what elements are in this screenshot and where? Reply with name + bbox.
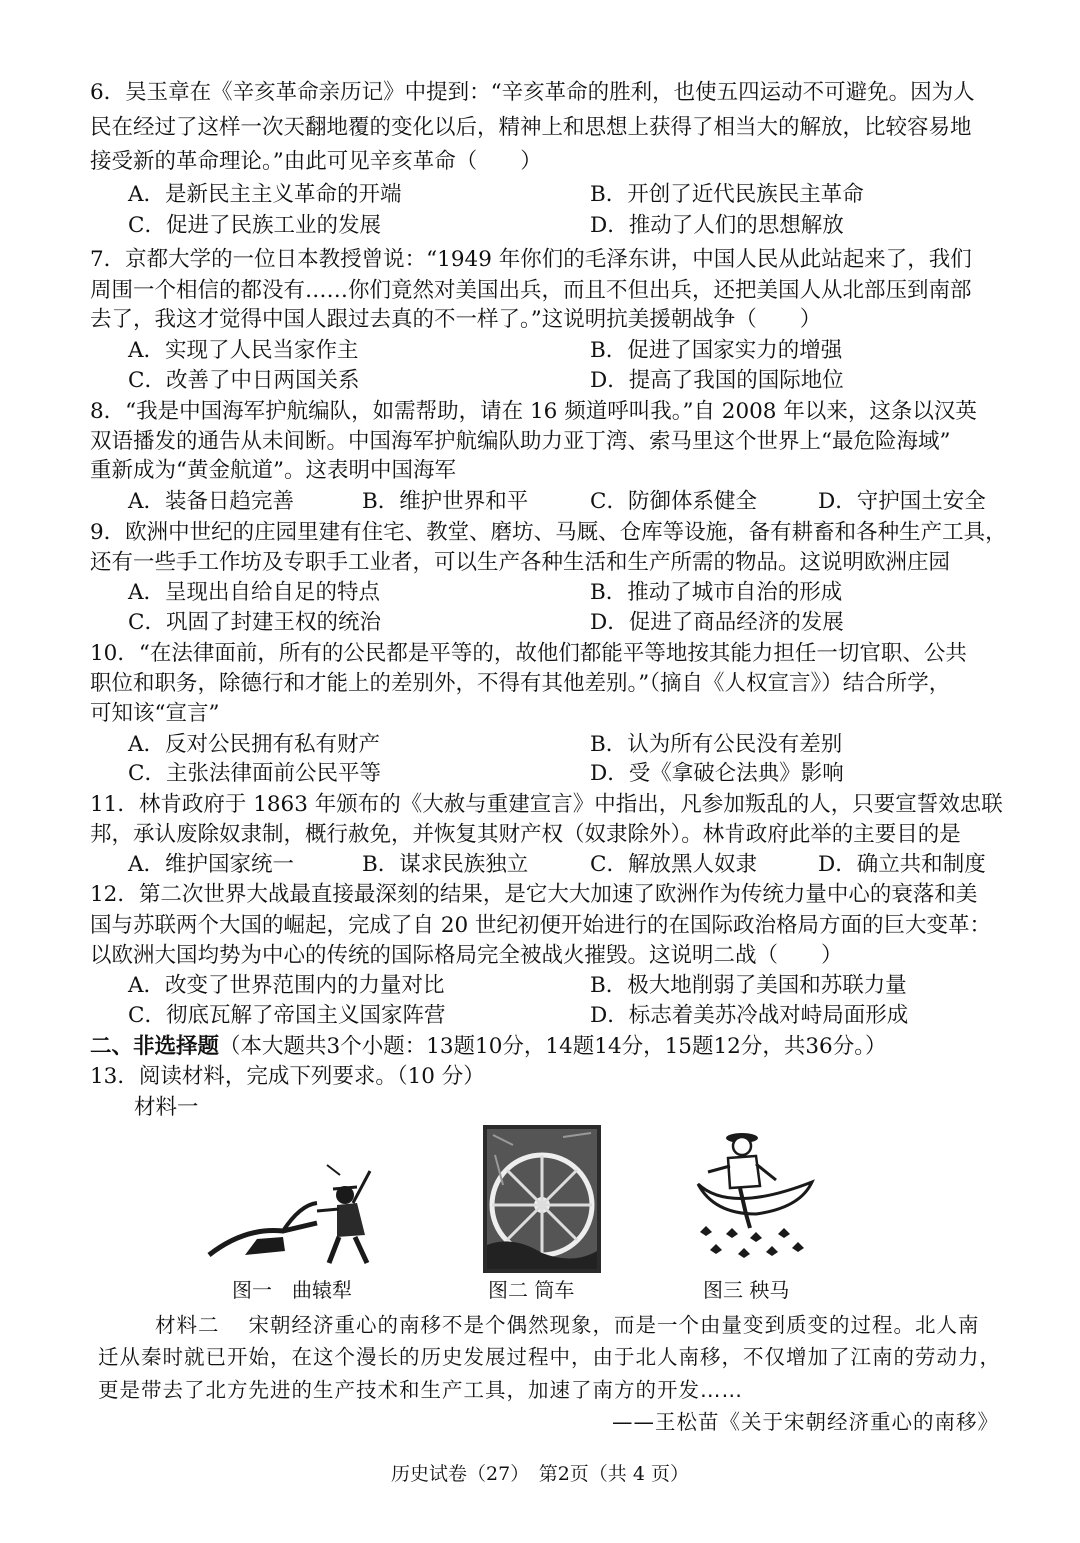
q11-option-c: C．解放黑人奴隶 — [590, 852, 757, 877]
q8-option-b: B．维护世界和平 — [362, 489, 529, 514]
q9-stem-line-2: 还有一些手工作坊及专职手工业者，可以生产各种生活和生产所需的物品。这说明欧洲庄园 — [90, 550, 951, 575]
figure2-caption: 图二 筒车 — [488, 1278, 575, 1302]
q12-option-a: A．改变了世界范围内的力量对比 — [128, 973, 445, 998]
q12-option-b: B．极大地削弱了美国和苏联力量 — [590, 973, 907, 998]
material2-source: ——王松苗《关于宋朝经济重心的南移》 — [612, 1410, 999, 1434]
figure3-caption: 图三 秧马 — [703, 1278, 790, 1302]
q8-stem-line-3: 重新成为“黄金航道”。这表明中国海军 — [90, 458, 456, 483]
q12-stem-line-3: 以欧洲大国均势为中心的传统的国际格局完全被战火摧毁。这说明二战（ ） — [90, 943, 843, 968]
q10-option-b: B．认为所有公民没有差别 — [590, 732, 843, 757]
q7-stem-line-2: 周围一个相信的都没有……你们竟然对美国出兵，而且不但出兵，还把美国人从北部压到南部 — [90, 278, 972, 303]
q6-option-c: C．促进了民族工业的发展 — [128, 213, 381, 238]
material2-line-2: 迁从秦时就已开始，在这个漫长的历史发展过程中，由于北人南移，不仅增加了江南的劳动力， — [98, 1345, 1001, 1369]
q7-option-c: C．改善了中日两国关系 — [128, 368, 360, 393]
q9-option-d: D．促进了商品经济的发展 — [590, 610, 844, 635]
q7-stem-line-1: 7．京都大学的一位日本教授曾说：“1949 年你们的毛泽东讲，中国人民从此站起来了，我们 — [90, 247, 972, 272]
q13-stem: 13．阅读材料，完成下列要求。（10 分） — [90, 1064, 485, 1089]
material1-label: 材料一 — [134, 1095, 199, 1120]
q8-stem-line-2: 双语播发的通告从未间断。中国海军护航编队助力亚丁湾、索马里这个世界上“最危险海域” — [90, 429, 951, 454]
q12-option-d: D．标志着美苏冷战对峙局面形成 — [590, 1003, 909, 1028]
q6-option-b: B．开创了近代民族民主革命 — [590, 182, 864, 207]
q8-option-d: D．守护国土安全 — [818, 489, 986, 514]
q6-stem-line-2: 民在经过了这样一次天翻地覆的变化以后，精神上和思想上获得了相当大的解放，比较容易地 — [90, 115, 972, 140]
q6-stem-line-3: 接受新的革命理论。”由此可见辛亥革命（ ） — [90, 149, 542, 174]
seedling-horse-icon — [690, 1122, 820, 1272]
q11-stem-line-2: 邦，承认废除奴隶制，概行赦免，并恢复其财产权（奴隶除外）。林肯政府此举的主要目的是 — [90, 822, 961, 847]
q9-option-b: B．推动了城市自治的形成 — [590, 580, 843, 605]
plowing-farmer-icon — [205, 1155, 385, 1267]
section2-note: （本大题共3个小题：13题10分，14题14分，15题12分，共36分。） — [219, 1034, 887, 1059]
q10-option-a: A．反对公民拥有私有财产 — [128, 732, 381, 757]
q6-option-a: A．是新民主主义革命的开端 — [128, 182, 402, 207]
q11-option-d: D．确立共和制度 — [818, 852, 986, 877]
section2-heading: 二、非选择题 — [90, 1034, 220, 1059]
section2-heading-line — [90, 1032, 1022, 1062]
q12-stem-line-1: 12．第二次世界大战最直接最深刻的结果，是它大大加速了欧洲作为传统力量中心的衰落和美 — [90, 882, 978, 907]
q8-option-c: C．防御体系健全 — [590, 489, 757, 514]
page-footer: 历史试卷（27） 第2页（共 4 页） — [391, 1463, 689, 1485]
q12-option-c: C．彻底瓦解了帝国主义国家阵营 — [128, 1003, 446, 1028]
q10-stem-line-3: 可知该“宣言” — [90, 701, 220, 726]
q11-stem-line-1: 11．林肯政府于 1863 年颁布的《大赦与重建宣言》中指出，凡参加叛乱的人，只要宣誓效忠联 — [90, 792, 1003, 817]
q7-stem-line-3: 去了，我这才觉得中国人跟过去真的不一样了。”这说明抗美援朝战争（ ） — [90, 307, 822, 332]
figure1-caption: 图一 曲辕犁 — [232, 1278, 352, 1302]
water-wheel-icon — [483, 1125, 601, 1273]
q11-option-a: A．维护国家统一 — [128, 852, 295, 877]
q10-option-d: D．受《拿破仑法典》影响 — [590, 761, 844, 786]
q9-option-a: A．呈现出自给自足的特点 — [128, 580, 381, 605]
q9-option-c: C．巩固了封建王权的统治 — [128, 610, 381, 635]
q8-stem-line-1: 8．“我是中国海军护航编队，如需帮助，请在 16 频道呼叫我。”自 2008 年以来，这条以汉英 — [90, 399, 977, 424]
q8-option-a: A．装备日趋完善 — [128, 489, 295, 514]
material2-line-3: 更是带去了北方先进的生产技术和生产工具，加速了南方的开发…… — [98, 1378, 743, 1402]
q6-option-d: D．推动了人们的思想解放 — [590, 213, 844, 238]
q7-option-d: D．提高了我国的国际地位 — [590, 368, 844, 393]
material2-line-1: 材料二 宋朝经济重心的南移不是个偶然现象，而是一个由量变到质变的过程。北人南 — [155, 1313, 980, 1337]
q12-stem-line-2: 国与苏联两个大国的崛起，完成了自 20 世纪初便开始进行的在国际政治格局方面的巨大变革： — [90, 913, 992, 938]
q10-stem-line-2: 职位和职务，除德行和才能上的差别外，不得有其他差别。”（摘自《人权宣言》）结合所学， — [90, 671, 951, 696]
q11-option-b: B．谋求民族独立 — [362, 852, 529, 877]
q7-option-b: B．促进了国家实力的增强 — [590, 338, 843, 363]
q6-stem-line-1: 6．吴玉章在《辛亥革命亲历记》中提到：“辛亥革命的胜利，也使五四运动不可避免。因为人 — [90, 80, 975, 105]
q7-option-a: A．实现了人民当家作主 — [128, 338, 359, 363]
q10-stem-line-1: 10．“在法律面前，所有的公民都是平等的，故他们都能平等地按其能力担任一切官职、公共 — [90, 641, 967, 666]
q10-option-c: C．主张法律面前公民平等 — [128, 761, 381, 786]
q9-stem-line-1: 9．欧洲中世纪的庄园里建有住宅、教堂、磨坊、马厩、仓库等设施，备有耕畜和各种生产工具， — [90, 520, 1007, 545]
